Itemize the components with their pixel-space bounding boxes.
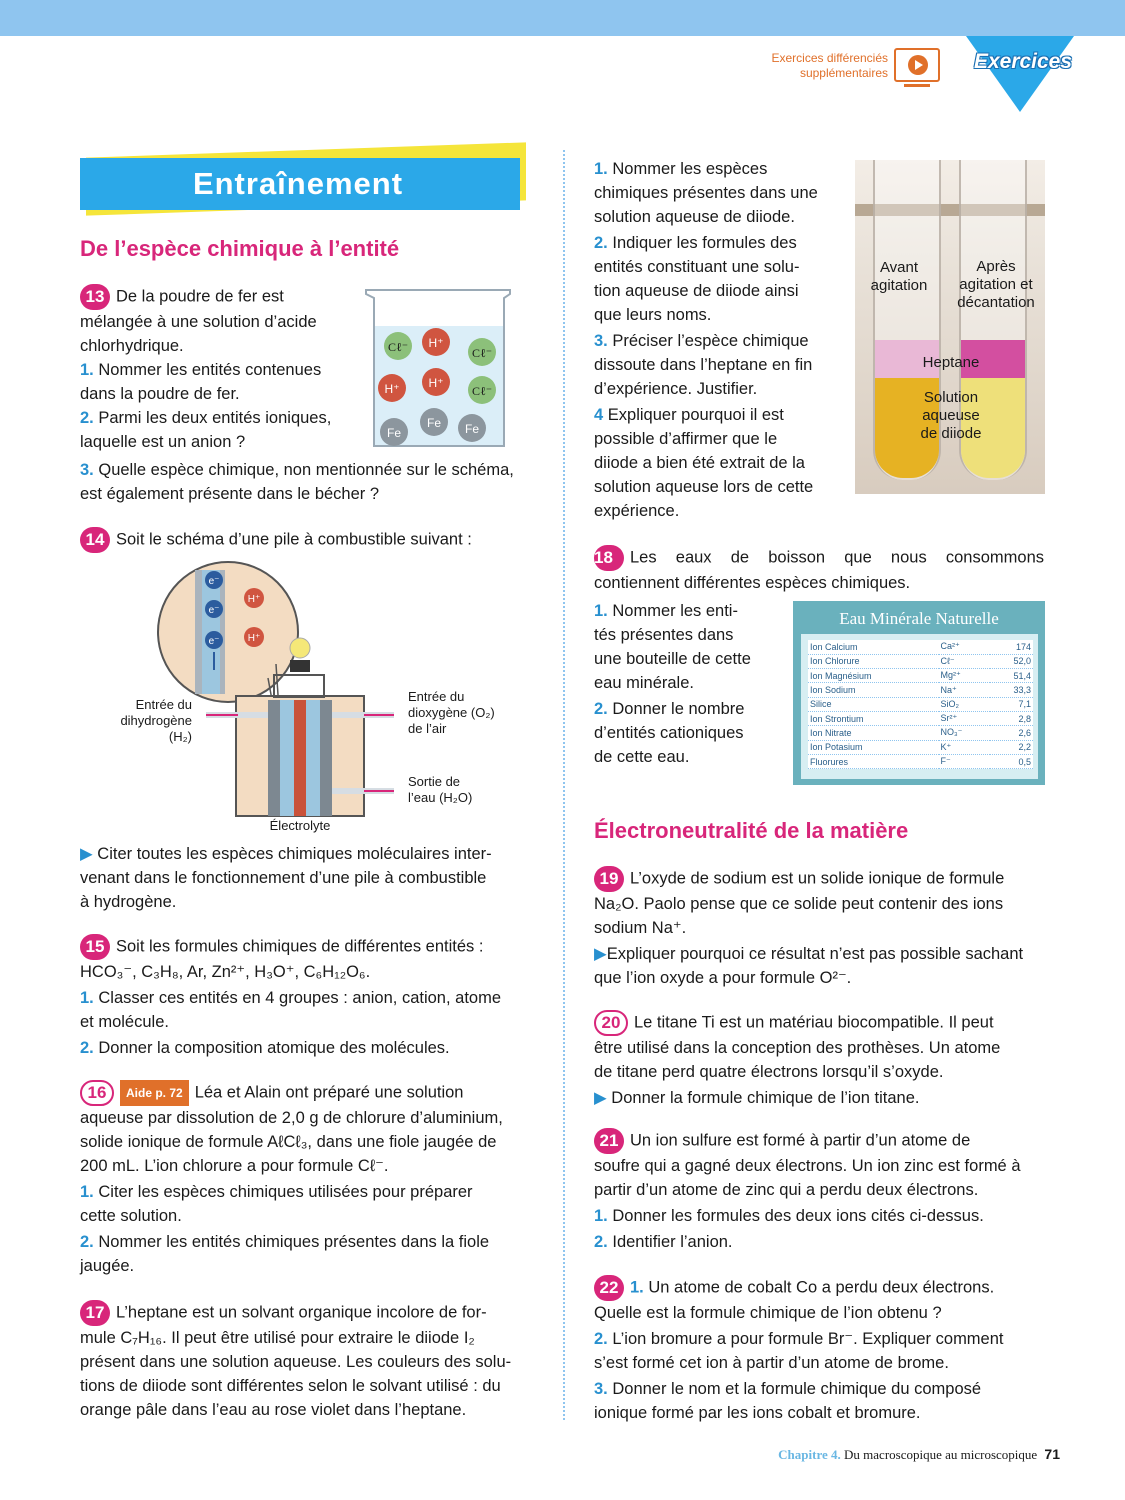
water-row-name: Fluorures bbox=[808, 754, 939, 768]
water-row-name: Ion Sodium bbox=[808, 683, 939, 697]
extra-line-1: Exercices différenciés bbox=[771, 51, 888, 65]
play-icon bbox=[908, 55, 928, 75]
water-row-name: Ion Chlorure bbox=[808, 654, 939, 668]
exercise-17: 17 L’heptane est un solvant organique incolore de for- mule C₇H₁₆. Il peut être utilisé pour extraire le diiode I₂ présent dans une solution aqueuse. Les couleurs des solu- tions de diiode sont différentes selon le solvant utilisé : du orange pâle dans l’eau au rose violet dans l’heptane. bbox=[80, 1300, 540, 1422]
photo-label-solution: Solution aqueuse de diiode bbox=[920, 389, 982, 442]
water-row-formula: Na⁺ bbox=[939, 683, 991, 697]
svg-text:H⁺: H⁺ bbox=[247, 594, 261, 605]
label-oxygen-inlet: Entrée du dioxygène (O₂) de l’air bbox=[408, 689, 495, 736]
column-divider bbox=[563, 150, 565, 1420]
exercise-number: 22 bbox=[594, 1275, 624, 1301]
water-row-formula: Cℓ⁻ bbox=[939, 654, 991, 668]
svg-text:Fe: Fe bbox=[386, 426, 402, 440]
svg-text:Cℓ⁻: Cℓ⁻ bbox=[471, 346, 493, 360]
exercise-number: 21 bbox=[594, 1128, 624, 1154]
svg-text:H⁺: H⁺ bbox=[428, 336, 444, 350]
photo-label-heptane: Heptane bbox=[922, 354, 980, 371]
water-row-name: Silice bbox=[808, 697, 939, 711]
exercise-number: 15 bbox=[80, 934, 110, 960]
water-row-name: Ion Magnésium bbox=[808, 669, 939, 683]
video-screen-icon[interactable] bbox=[894, 48, 940, 82]
top-color-bar bbox=[0, 0, 1125, 36]
exercise-number: 16 bbox=[80, 1080, 114, 1106]
water-row-value: 2,8 bbox=[990, 711, 1033, 725]
water-label-title: Eau Minérale Naturelle bbox=[839, 609, 999, 628]
water-row bbox=[808, 640, 1033, 654]
footer-title: Du macroscopique au microscopique bbox=[844, 1447, 1038, 1462]
exercise-14: 14 Soit le schéma d’une pile à combustible suivant : bbox=[80, 527, 540, 553]
photo-label-before: Avant agitation bbox=[870, 259, 928, 294]
water-row-value: 174 bbox=[990, 640, 1033, 654]
exercise-21: 21 Un ion sulfure est formé à partir d’un atome de soufre qui a gagné deux électrons. Un ion zinc est formé à partir d’un atome de zinc qui a perdu deux électrons. 1. Donner les formules des deux ions cités ci-dessus. 2. Identifier l’anion. bbox=[594, 1128, 1046, 1254]
water-row bbox=[808, 754, 1033, 768]
svg-text:e⁻: e⁻ bbox=[208, 576, 220, 587]
footer-chapter: Chapitre 4. bbox=[778, 1447, 841, 1462]
water-row bbox=[808, 740, 1033, 754]
test-tubes-photo bbox=[855, 160, 1045, 494]
exercise-number: 13 bbox=[80, 284, 110, 310]
extra-line-2: supplémentaires bbox=[799, 66, 888, 80]
water-row-formula: Sr²⁺ bbox=[939, 711, 991, 725]
water-row bbox=[808, 697, 1033, 711]
water-row-value: 2,2 bbox=[990, 740, 1033, 754]
water-row-formula: Ca²⁺ bbox=[939, 640, 991, 654]
water-row-name: Ion Nitrate bbox=[808, 726, 939, 740]
exercise-number: 18 bbox=[594, 545, 624, 571]
exercise-number: 20 bbox=[594, 1010, 628, 1036]
help-link[interactable]: Aide p. 72 bbox=[120, 1080, 189, 1106]
section-title-2: Électroneutralité de la matière bbox=[594, 818, 909, 843]
exercise-18: 18 Les eaux de boisson que nous consommons contiennent différentes espèces chimiques. bbox=[594, 545, 1044, 595]
exercise-number: 17 bbox=[80, 1300, 110, 1326]
exercise-14-task: ▶ Citer toutes les espèces chimiques moléculaires inter- venant dans le fonctionnement d’une pile à combustible à hydrogène. bbox=[80, 845, 492, 911]
photo-label-after: Après agitation et décantation bbox=[957, 258, 1035, 311]
page-number: 71 bbox=[1044, 1446, 1060, 1462]
svg-text:Cℓ⁻: Cℓ⁻ bbox=[387, 340, 409, 354]
exercise-20: 20 Le titane Ti est un matériau biocompatible. Il peut être utilisé dans la conception des prothèses. Un atome de titane perd quatre électrons lorsqu’il s’oxyde. ▶ Donner la formule chimique de l’ion titane. bbox=[594, 1010, 1046, 1110]
label-electrolyte: Électrolyte bbox=[269, 818, 331, 833]
water-composition-table bbox=[808, 640, 1033, 769]
water-row bbox=[808, 683, 1033, 697]
water-row-value: 0,5 bbox=[990, 754, 1033, 768]
exercise-13-questions: 1. Nommer les entités contenues dans la poudre de fer. 2. Parmi les deux entités ioniques, laquelle est un anion ? bbox=[80, 361, 332, 451]
water-row bbox=[808, 669, 1033, 683]
section-title-1: De l’espèce chimique à l’entité bbox=[80, 236, 400, 261]
svg-text:H⁺: H⁺ bbox=[428, 376, 444, 390]
exercise-22: 22 1. Un atome de cobalt Co a perdu deux électrons. Quelle est la formule chimique de l’ion obtenu ? 2. L’ion bromure a pour formule Br⁻. Expliquer comment s’est formé cet ion à partir d’un atome de brome. 3. Donner le nom et la formule chimique du composé ionique formé par les ions cobalt et bromure. bbox=[594, 1275, 1046, 1425]
section-triangle bbox=[966, 36, 1074, 112]
water-row-formula: Mg²⁺ bbox=[939, 669, 991, 683]
svg-text:Fe: Fe bbox=[464, 422, 480, 436]
water-row-name: Ion Calcium bbox=[808, 640, 939, 654]
svg-text:H⁺: H⁺ bbox=[384, 382, 400, 396]
water-row bbox=[808, 711, 1033, 725]
water-row-formula: NO₃⁻ bbox=[939, 726, 991, 740]
arrow-icon: ▶ bbox=[80, 845, 93, 863]
extra-exercises-link[interactable] bbox=[740, 51, 888, 81]
svg-text:Cℓ⁻: Cℓ⁻ bbox=[471, 384, 493, 398]
svg-text:H⁺: H⁺ bbox=[247, 633, 261, 644]
banner-title: Entraînement bbox=[192, 166, 404, 201]
water-row-formula: F⁻ bbox=[939, 754, 991, 768]
arrow-icon: ▶ bbox=[594, 945, 607, 963]
water-row-formula: K⁺ bbox=[939, 740, 991, 754]
exercise-13: 13 De la poudre de fer est mélangée à une solution d’acide chlorhydrique. bbox=[80, 284, 344, 358]
water-row-value: 51,4 bbox=[990, 669, 1033, 683]
water-row-formula: SiO₂ bbox=[939, 697, 991, 711]
water-row-value: 52,0 bbox=[990, 654, 1033, 668]
label-water-outlet: Sortie de l’eau (H₂O) bbox=[408, 774, 473, 805]
exercise-15: 15 Soit les formules chimiques de différentes entités : HCO₃⁻, C₃H₈, Ar, Zn²⁺, H₃O⁺, C₆H₁₂O₆. 1. Classer ces entités en 4 groupes : anion, cation, atome et molécule. 2. Donner la composition atomique des molécules. bbox=[80, 934, 540, 1060]
mineral-water-label bbox=[793, 601, 1045, 785]
beaker-diagram bbox=[360, 288, 522, 454]
water-row-value: 33,3 bbox=[990, 683, 1033, 697]
water-row-value: 2,6 bbox=[990, 726, 1033, 740]
exercise-18-questions: 1. Nommer les enti- tés présentes dans une bouteille de cette eau minérale. 2. Donner le nombre d’entités cationiques de cette eau. bbox=[594, 602, 751, 766]
exercise-19: 19 L’oxyde de sodium est un solide ionique de formule Na₂O. Paolo pense que ce solide peut contenir des ions sodium Na⁺. ▶Expliquer pourquoi ce résultat n’est pas possible sachant que l’ion oxyde a pour formule O²⁻. bbox=[594, 866, 1046, 990]
section-label: Exercices bbox=[973, 50, 1073, 73]
water-row bbox=[808, 726, 1033, 740]
water-row bbox=[808, 654, 1033, 668]
exercise-16: 16 Aide p. 72 Léa et Alain ont préparé une solution aqueuse par dissolution de 2,0 g de chlorure d’aluminium, solide ionique de formule AℓCℓ₃, dans une fiole jaugée de 200 mL. L’ion chlorure a pour formule Cℓ⁻. 1. Citer les espèces chimiques utilisées pour préparer cette solution. 2. Nommer les entités chimiques présentes dans la fiole jaugée. bbox=[80, 1080, 540, 1278]
water-row-value: 7,1 bbox=[990, 697, 1033, 711]
exercise-17-questions: 1. Nommer les espèces chimiques présentes dans une solution aqueuse de diiode. 2. Indiquer les formules des entités constituant une solu- tion aqueuse de diiode ainsi que leurs noms. 3. Préciser l’espèce chimique dissoute dans l’heptane en fin d’expérience. Justifier. 4 Expliquer pourquoi il est possible d’affirmer que le diiode a bien été extrait de la solution aqueuse lors de cette expérience. bbox=[594, 160, 818, 520]
svg-text:e⁻: e⁻ bbox=[208, 605, 220, 616]
water-row-name: Ion Potasium bbox=[808, 740, 939, 754]
exercise-13-q3: 3. Quelle espèce chimique, non mentionnée sur le schéma, est également présente dans le bécher ? bbox=[80, 461, 514, 503]
svg-text:Fe: Fe bbox=[426, 416, 442, 430]
exercise-number: 14 bbox=[80, 527, 110, 553]
page-footer bbox=[640, 1446, 1060, 1463]
svg-text:e⁻: e⁻ bbox=[208, 636, 220, 647]
exercise-number: 19 bbox=[594, 866, 624, 892]
label-hydrogen-inlet: Entrée du dihydrogène (H₂) bbox=[120, 697, 192, 744]
water-row-name: Ion Strontium bbox=[808, 711, 939, 725]
arrow-icon: ▶ bbox=[594, 1089, 607, 1107]
